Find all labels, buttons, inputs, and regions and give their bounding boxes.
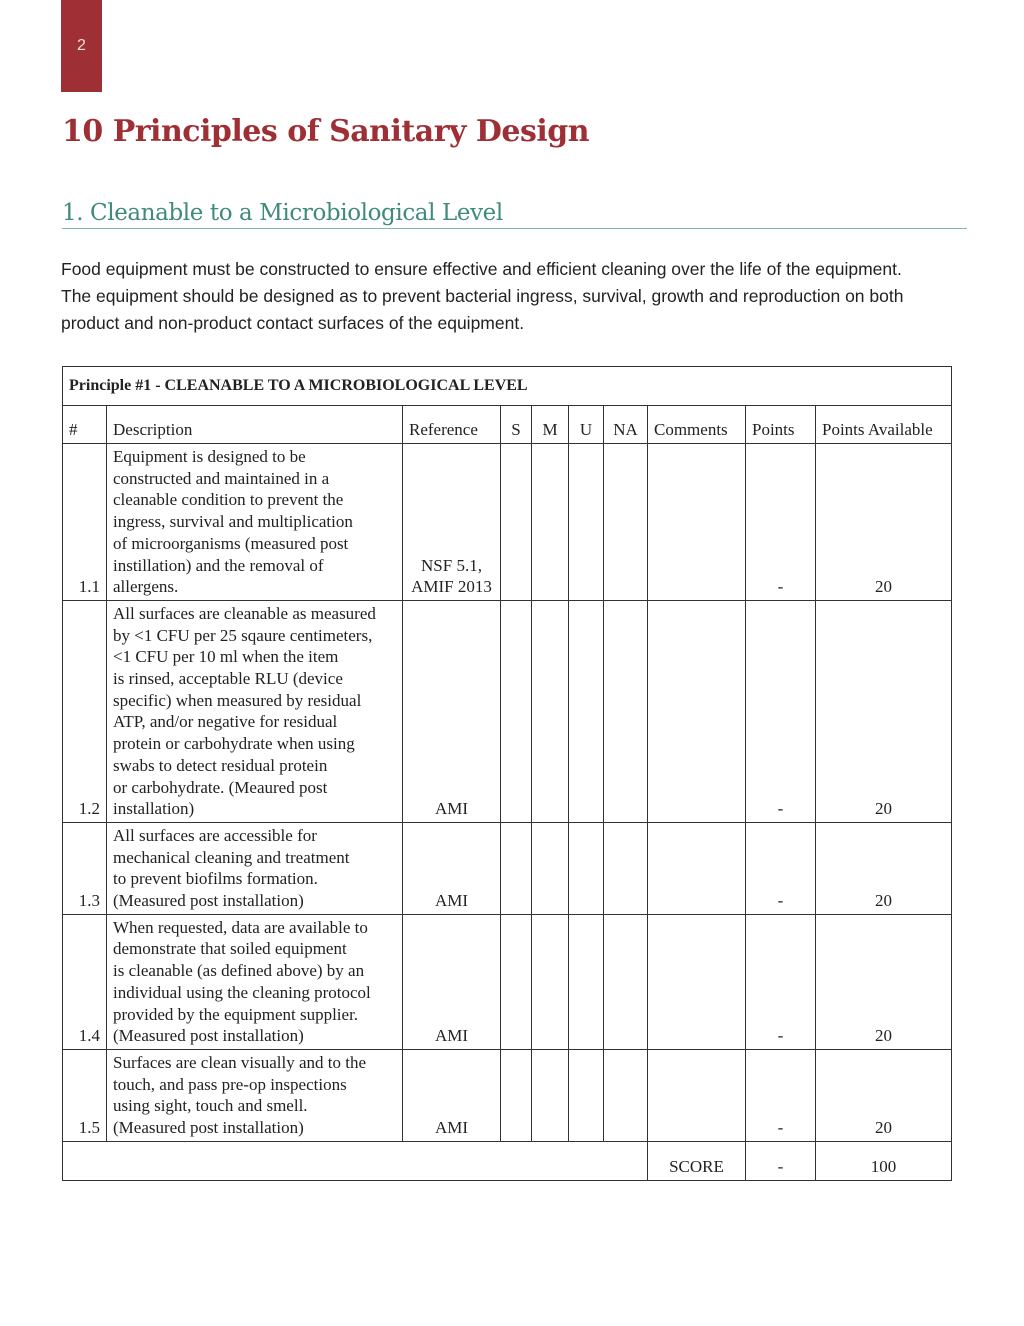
- row-points-available: 20: [816, 822, 952, 914]
- row-m: [532, 914, 569, 1049]
- row-comments: [648, 600, 746, 822]
- row-s: [501, 1049, 532, 1141]
- page-number: 2: [77, 37, 86, 54]
- row-number: 1.2: [63, 600, 107, 822]
- row-points-available: 20: [816, 444, 952, 601]
- score-points: -: [746, 1141, 816, 1180]
- row-na: [604, 822, 648, 914]
- row-s: [501, 914, 532, 1049]
- score-available: 100: [816, 1141, 952, 1180]
- principle-table: [62, 366, 952, 1181]
- header-s: S: [501, 406, 532, 444]
- row-points-available: 20: [816, 1049, 952, 1141]
- score-blank: [63, 1141, 648, 1180]
- row-reference: AMI: [403, 600, 501, 822]
- page-title: 10 Principles of Sanitary Design: [62, 114, 590, 149]
- row-reference: NSF 5.1, AMIF 2013: [403, 444, 501, 601]
- row-m: [532, 822, 569, 914]
- row-description: All surfaces are accessible for mechanical cleaning and treatment to prevent biofilms formation. (Measured post installation): [107, 822, 403, 914]
- row-points: -: [746, 1049, 816, 1141]
- row-m: [532, 444, 569, 601]
- score-row: [63, 1141, 952, 1180]
- row-description: Surfaces are clean visually and to the touch, and pass pre-op inspections using sight, touch and smell. (Measured post installation): [107, 1049, 403, 1141]
- header-points-available: Points Available: [816, 406, 952, 444]
- row-na: [604, 600, 648, 822]
- row-number: 1.3: [63, 822, 107, 914]
- table-row: [63, 600, 952, 822]
- section-heading: 1. Cleanable to a Microbiological Level: [62, 200, 967, 229]
- score-label: SCORE: [648, 1141, 746, 1180]
- header-number: #: [63, 406, 107, 444]
- row-comments: [648, 444, 746, 601]
- row-points: -: [746, 600, 816, 822]
- row-reference: AMI: [403, 822, 501, 914]
- row-points-available: 20: [816, 600, 952, 822]
- header-na: NA: [604, 406, 648, 444]
- row-points: -: [746, 822, 816, 914]
- row-points: -: [746, 444, 816, 601]
- row-u: [569, 444, 604, 601]
- row-points-available: 20: [816, 914, 952, 1049]
- row-reference: AMI: [403, 1049, 501, 1141]
- header-points: Points: [746, 406, 816, 444]
- row-s: [501, 822, 532, 914]
- header-reference: Reference: [403, 406, 501, 444]
- table-row: [63, 822, 952, 914]
- row-comments: [648, 1049, 746, 1141]
- header-comments: Comments: [648, 406, 746, 444]
- row-points: -: [746, 914, 816, 1049]
- table-header-row: [63, 406, 952, 444]
- row-reference: AMI: [403, 914, 501, 1049]
- row-na: [604, 444, 648, 601]
- row-description: All surfaces are cleanable as measured by <1 CFU per 25 sqaure centimeters, <1 CFU per 10 ml when the item is rinsed, acceptable RLU (device specific) when measured by residual ATP, and/or negative for residual protein or carbohydrate when using swabs to detect residual protein or carbohydrate. (Meaured post installation): [107, 600, 403, 822]
- table-row: [63, 444, 952, 601]
- header-description: Description: [107, 406, 403, 444]
- intro-paragraph: Food equipment must be constructed to ensure effective and efficient cleaning over the life of the equipment. The equipment should be designed as to prevent bacterial ingress, survival, growth and reproduction on both product and non-product contact surfaces of the equipment.: [61, 259, 904, 333]
- row-u: [569, 600, 604, 822]
- page-number-tab: [61, 0, 102, 92]
- table-caption: Principle #1 - CLEANABLE TO A MICROBIOLOGICAL LEVEL: [63, 367, 952, 406]
- row-description: When requested, data are available to demonstrate that soiled equipment is cleanable (as defined above) by an individual using the cleaning protocol provided by the equipment supplier. (Measured post installation): [107, 914, 403, 1049]
- row-na: [604, 914, 648, 1049]
- header-m: M: [532, 406, 569, 444]
- row-description: Equipment is designed to be constructed and maintained in a cleanable condition to prevent the ingress, survival and multiplication of microorganisms (measured post instillation) and the removal of allergens.: [107, 444, 403, 601]
- row-number: 1.4: [63, 914, 107, 1049]
- row-u: [569, 822, 604, 914]
- row-s: [501, 444, 532, 601]
- table-row: [63, 914, 952, 1049]
- row-na: [604, 1049, 648, 1141]
- row-u: [569, 914, 604, 1049]
- row-m: [532, 600, 569, 822]
- row-m: [532, 1049, 569, 1141]
- row-comments: [648, 914, 746, 1049]
- row-number: 1.5: [63, 1049, 107, 1141]
- row-comments: [648, 822, 746, 914]
- row-number: 1.1: [63, 444, 107, 601]
- table-row: [63, 1049, 952, 1141]
- row-u: [569, 1049, 604, 1141]
- row-s: [501, 600, 532, 822]
- header-u: U: [569, 406, 604, 444]
